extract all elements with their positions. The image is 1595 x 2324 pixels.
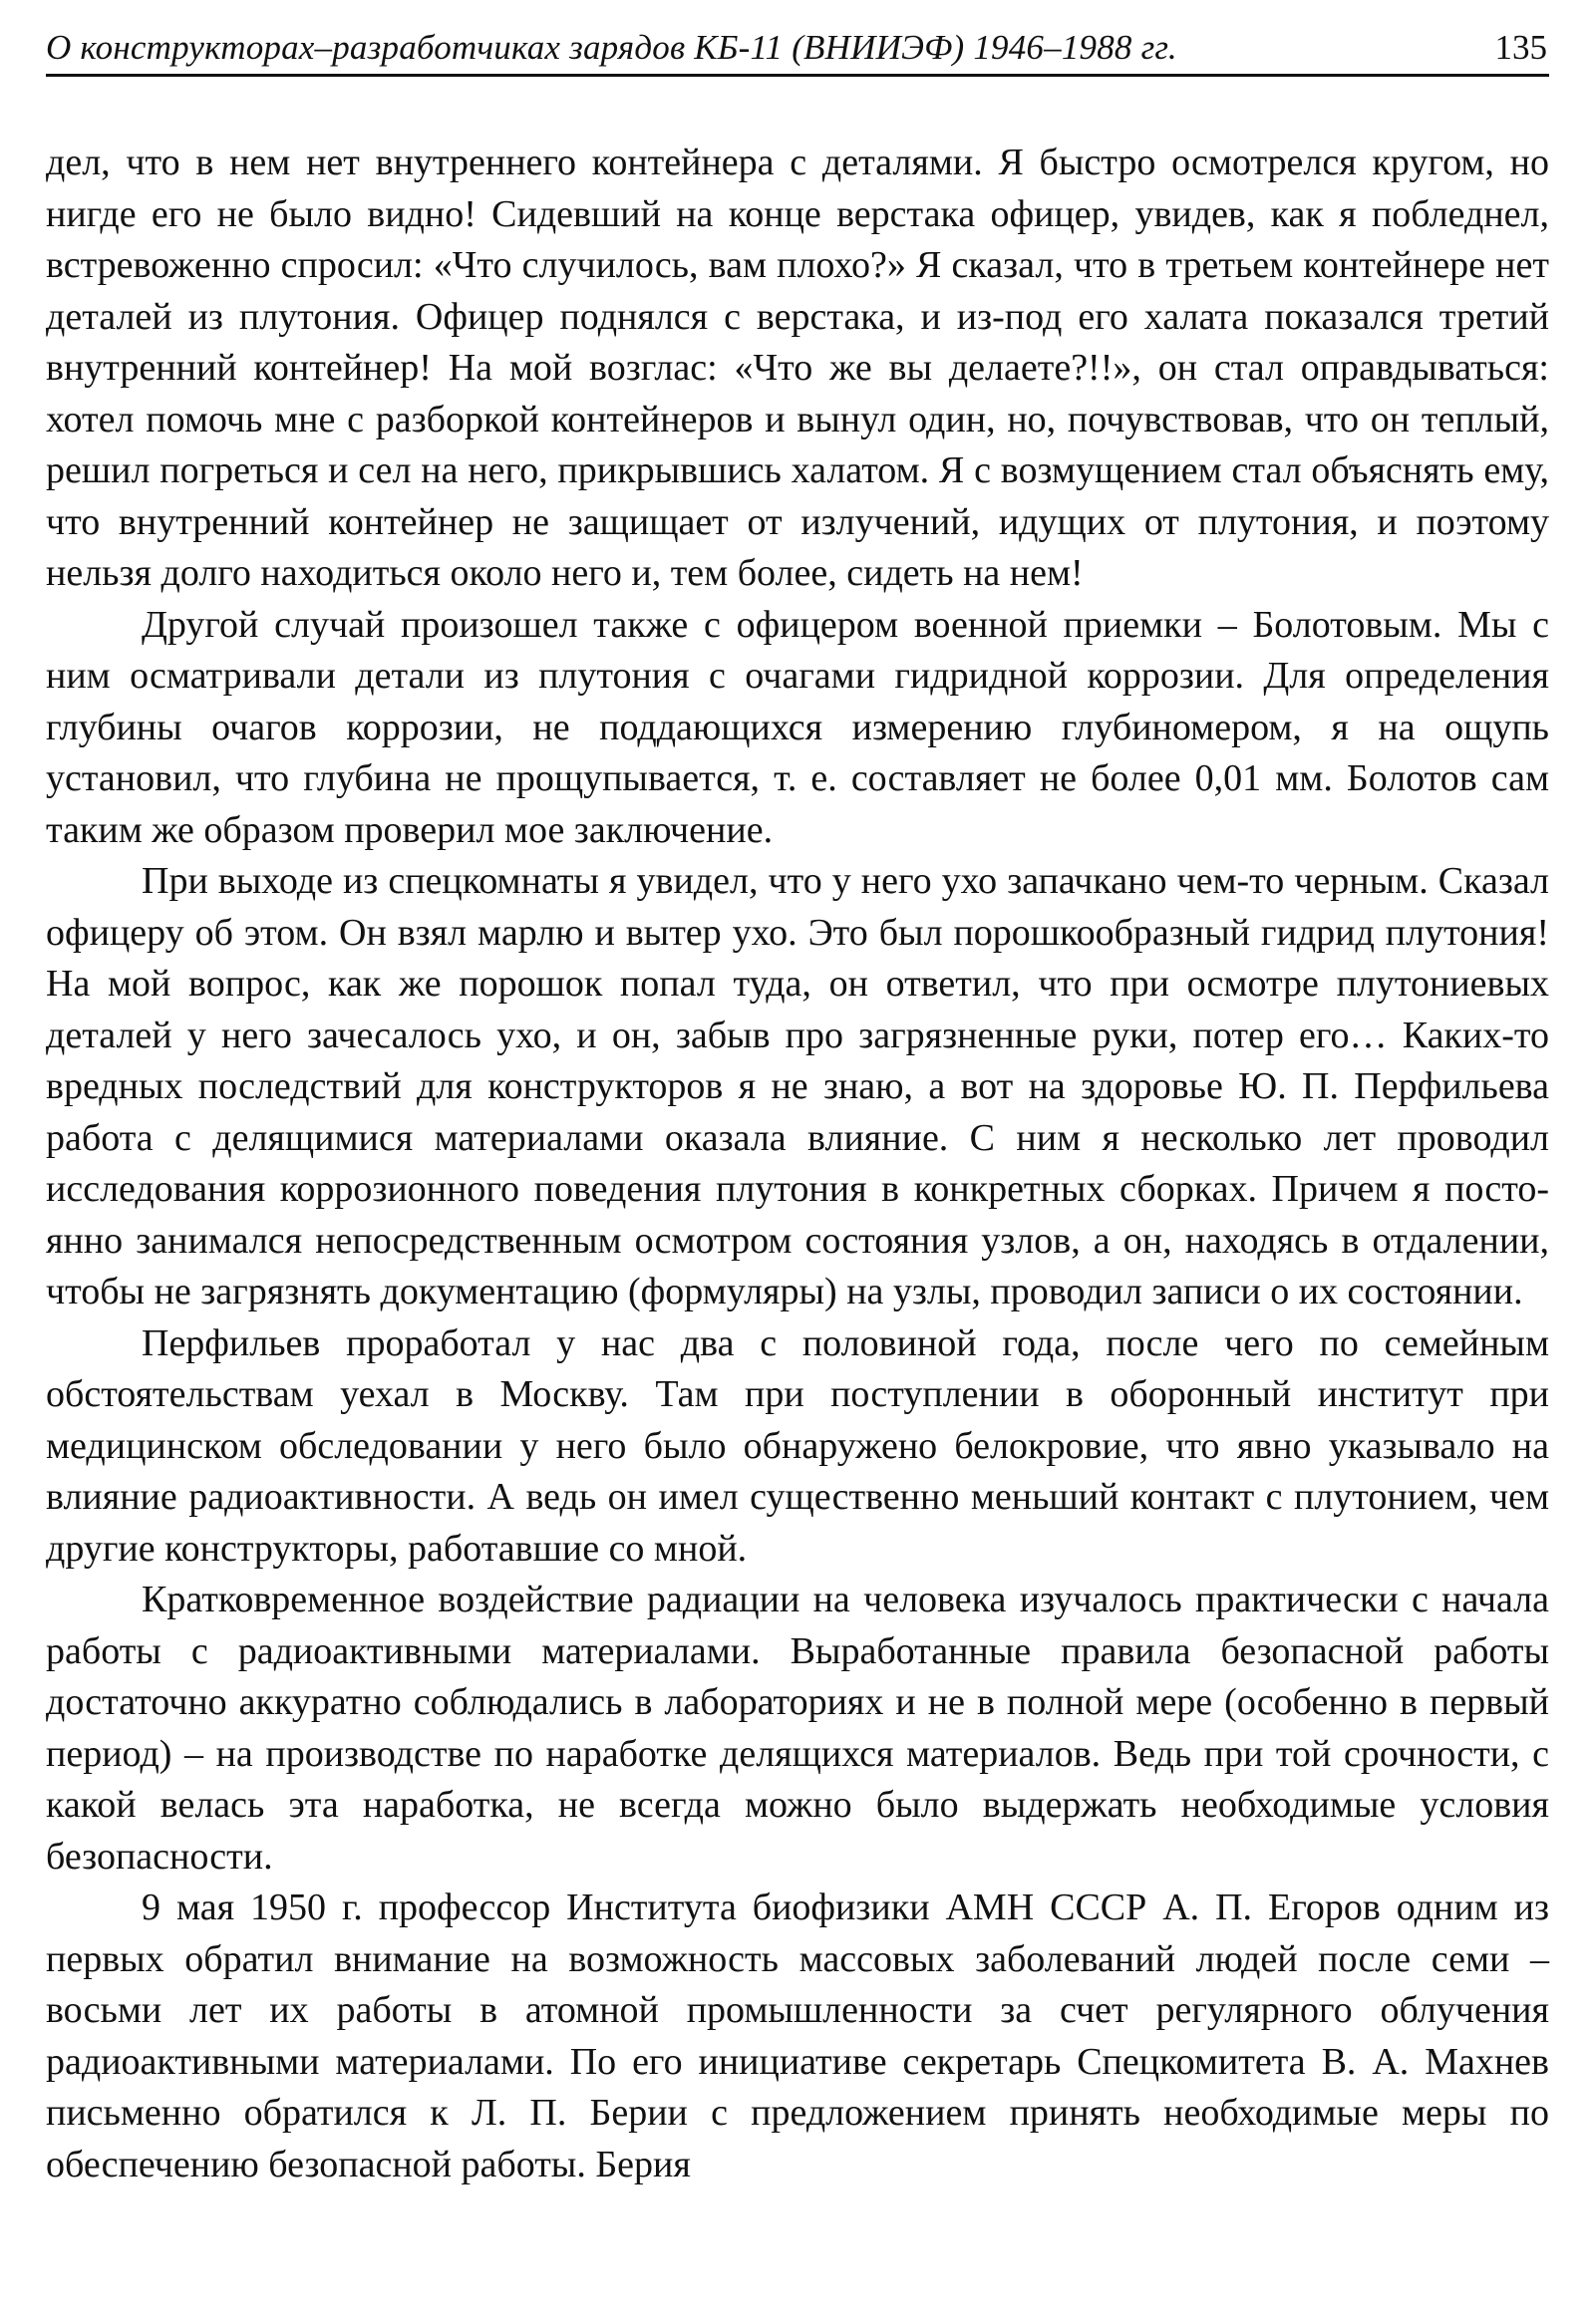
running-title: О конструкторах–разработчиках зарядов КБ-11 (ВНИИЭФ) 1946–1988 гг. — [46, 28, 1177, 67]
paragraph: 9 мая 1950 г. профессор Института биофизики АМН СССР А. П. Егоров одним из первых обратил внимание на возможность массовых заболеваний людей после семи – восьми лет их работы в атомной промышленности за счет регулярного облучения радиоактивными материалами. По его инициативе секретарь Спецкомитета В. А. Махнев письменно обратился к Л. П. Берии с предложением принять необходимые меры по обеспечению безопасной работы. Берия — [46, 1887, 1549, 2185]
body-text — [46, 138, 1549, 2190]
paragraph: дел, что в нем нет внутреннего контейнера с деталями. Я быстро осмотрелся кругом, но нигде его не было видно! Сидевший на конце верстака офицер, увидев, как я побледнел, встревоженно спросил: «Что случилось, вам плохо?» Я сказал, что в третьем контейнере нет деталей из плутония. Офицер поднялся с верстака, и из-под его халата показался третий внутренний контейнер! На мой возглас: «Что же вы делаете?!!», он стал оправдываться: хотел помочь мне с разборкой контейнеров и вынул один, но, почувствовав, что он теплый, решил погреться и сел на него, прикрывшись халатом. Я с возмущением стал объяснять ему, что внутренний контейнер не защищает от излучений, идущих от плутония, и поэтому нельзя долго находиться около него и, тем более, сидеть на нем! — [46, 142, 1549, 594]
paragraph: Другой случай произошел также с офицером военной приемки – Болотовым. Мы с ним осматривали детали из плутония с очагами гидридной коррозии. Для определения глубины очагов коррозии, не поддающихся измерению глубиномером, я на ощупь установил, что глубина не прощупывается, т. е. составляет не более 0,01 мм. Болотов сам таким же образом проверил мое заключение. — [46, 603, 1549, 851]
paragraph: При выходе из спецкомнаты я увидел, что у него ухо запачкано чем-то черным. Сказал офицеру об этом. Он взял марлю и вытер ухо. Это был порошкообразный гидрид плутония! На мой вопрос, как же порошок попал туда, он ответил, что при осмотре плутониевых деталей у него зачесалось ухо, и он, забыв про загрязненные руки, потер его… Каких-то вредных последствий для конструкторов я не знаю, а вот на здоровье Ю. П. Перфильева работа с делящимися материалами оказала влияние. С ним я несколько лет проводил исследования коррозионного поведения плутония в конкретных сборках. Причем я постоянно занимался непосредственным осмотром состояния узлов, а он, находясь в отдалении, чтобы не загрязнять документацию (формуляры) на узлы, проводил записи о их состоянии. — [46, 860, 1549, 1312]
page-number: 135 — [1494, 28, 1547, 67]
page-header — [46, 28, 1549, 77]
paragraph: Перфильев проработал у нас два с половиной года, после чего по семейным обстоятельствам уехал в Москву. Там при поступлении в оборонный институт при медицинском обследовании у него было обнаружено белокровие, что явно указывало на влияние радиоактивности. А ведь он имел существенно меньший контакт с плутонием, чем другие конструкторы, работавшие со мной. — [46, 1321, 1549, 1570]
paragraph: Кратковременное воздействие радиации на человека изучалось практически с начала работы с радиоактивными материалами. Выработанные правила безопасной работы достаточно аккуратно соблюдались в лабораториях и не в полной мере (особенно в первый период) – на производстве по наработке делящихся материалов. Ведь при той срочности, с какой велась эта наработка, не всегда можно было выдержать необходимые условия безопасности. — [46, 1579, 1549, 1878]
